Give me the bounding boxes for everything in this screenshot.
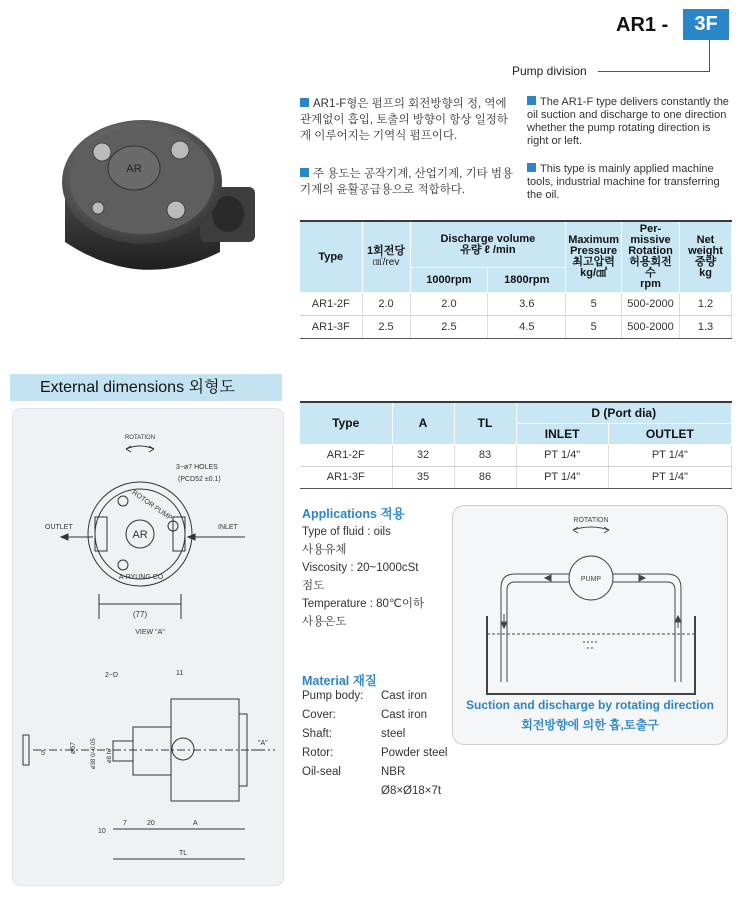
drawing-20-label: 20	[147, 820, 155, 827]
description-en-1: The AR1-F type delivers constantly the oil suction and discharge to one direction whether the pump rotating direction is right or left.	[527, 96, 729, 147]
drawing-maker-text: A-RYUNG CO	[118, 574, 164, 581]
col-type: Type	[300, 402, 392, 444]
list-item: Ø8×Ø18×7t	[381, 785, 442, 797]
pump-label: PUMP	[580, 576, 602, 583]
col-net-weight: Net weight 중량 kg	[680, 221, 732, 293]
drawing-a-label: A	[193, 820, 198, 827]
drawing-d67-label: ø67	[70, 741, 77, 754]
description-kr-2: 주 용도는 공작기계, 산업기계, 기타 범용기계의 윤활공급용으로 적합하다.	[300, 168, 514, 196]
material-list	[302, 690, 447, 804]
col-outlet: OUTLET	[608, 423, 731, 444]
list-item: Rotor: Powder steel	[302, 747, 448, 759]
bullet-square-icon	[300, 168, 309, 177]
col-perm-rotation: Per-missive Rotation 허용회전수 rpm	[622, 221, 680, 293]
col-per-rev: 1회전당 ㎤/rev	[362, 221, 410, 293]
description-kr-1: AR1-F형은 펌프의 회전방향의 정, 역에 관계없이 흡입, 토출의 방향이 항상 일정하게 이루어지는 기역식 펌프이다.	[300, 98, 509, 142]
drawing-7-label: 7	[123, 820, 127, 827]
drawing-d8-label: ø8 h7	[107, 747, 113, 763]
table-row: AR1-3F 35 86 PT 1/4" PT 1/4"	[300, 466, 732, 488]
division-leader-vertical	[709, 40, 710, 72]
division-leader-horizontal	[598, 71, 710, 72]
external-dimensions-title: External dimensions 외형도	[10, 374, 282, 401]
bullet-square-icon	[527, 163, 536, 172]
table-row: AR1-2F 32 83 PT 1/4" PT 1/4"	[300, 444, 732, 466]
drawing-11-label: 11	[176, 670, 184, 677]
col-1000rpm: 1000rpm	[410, 268, 488, 293]
technical-drawing	[13, 409, 285, 887]
drawing-outlet-label: OUTLET	[45, 524, 73, 531]
col-type: Type	[300, 221, 362, 293]
drawing-view-label: VIEW "A"	[135, 629, 165, 636]
drawing-brand: AR	[132, 529, 148, 541]
list-item: Shaft: steel	[302, 728, 406, 740]
product-photo	[30, 92, 280, 292]
drawing-arrow-a-label: "A"	[258, 740, 268, 747]
drawing-pcd-label: (PCD52 ±0.1)	[178, 476, 221, 483]
applications-title: Applications 적용	[302, 507, 405, 521]
col-tl: TL	[454, 402, 516, 444]
applications-list: Type of fluid : oils 사용유체 Viscosity : 20~1000cSt 점도 Temperature : 80℃이하 사용온도	[302, 526, 425, 628]
col-max-pressure: Maximum Pressure 최고압력 kg/㎠	[566, 221, 622, 293]
drawing-tl-label: TL	[179, 850, 188, 857]
drawing-port-label: 2−D	[105, 672, 119, 679]
drawing-d38-label: ø38 0/-0.05	[91, 738, 97, 769]
drawing-10-label: 10	[98, 828, 106, 835]
col-inlet: INLET	[516, 423, 608, 444]
list-item: Pump body: Cast iron	[302, 690, 428, 702]
dimension-table	[300, 401, 732, 489]
table-row: AR1-3F 2.5 2.5 4.5 5 500-2000 1.3	[300, 316, 732, 339]
bullet-square-icon	[527, 96, 536, 105]
col-discharge: Discharge volume 유량 ℓ /min	[410, 221, 566, 268]
col-1800rpm: 1800rpm	[488, 268, 566, 293]
spec-table	[300, 220, 732, 339]
drawing-holes-label: 3−ø7 HOLES	[176, 464, 218, 471]
bullet-square-icon	[300, 98, 309, 107]
table-row: AR1-2F 2.0 2.0 3.6 5 500-2000 1.2	[300, 293, 732, 316]
description-en-2: This type is mainly applied machine tools, industrial machine for transferring the oil.	[527, 163, 720, 201]
material-title: Material 재질	[302, 674, 377, 688]
drawing-rotation-label: ROTATION	[124, 435, 156, 441]
model-prefix: AR1 -	[616, 14, 669, 36]
rotation-caption-kr: 회전방향에 의한 흡,토출구	[521, 718, 659, 732]
col-port-dia: D (Port dia)	[516, 402, 732, 423]
photo-brand-text: AR	[126, 163, 142, 175]
rotation-caption-en: Suction and discharge by rotating direction	[465, 698, 715, 712]
col-a: A	[392, 402, 454, 444]
drawing-width-label: (77)	[132, 610, 148, 619]
drawing-5-label: 5	[41, 750, 45, 757]
rotation-label: ROTATION	[573, 517, 609, 524]
division-label: Pump division	[512, 64, 587, 78]
list-item: Cover: Cast iron	[302, 709, 428, 721]
drawing-inlet-label: INLET	[218, 524, 238, 531]
external-dimensions-panel	[12, 408, 284, 886]
drawing-pump-text: ROTOR PUMP	[130, 489, 174, 523]
model-suffix-badge: 3F	[683, 9, 729, 40]
list-item: Oil-seal NBR	[302, 766, 406, 778]
